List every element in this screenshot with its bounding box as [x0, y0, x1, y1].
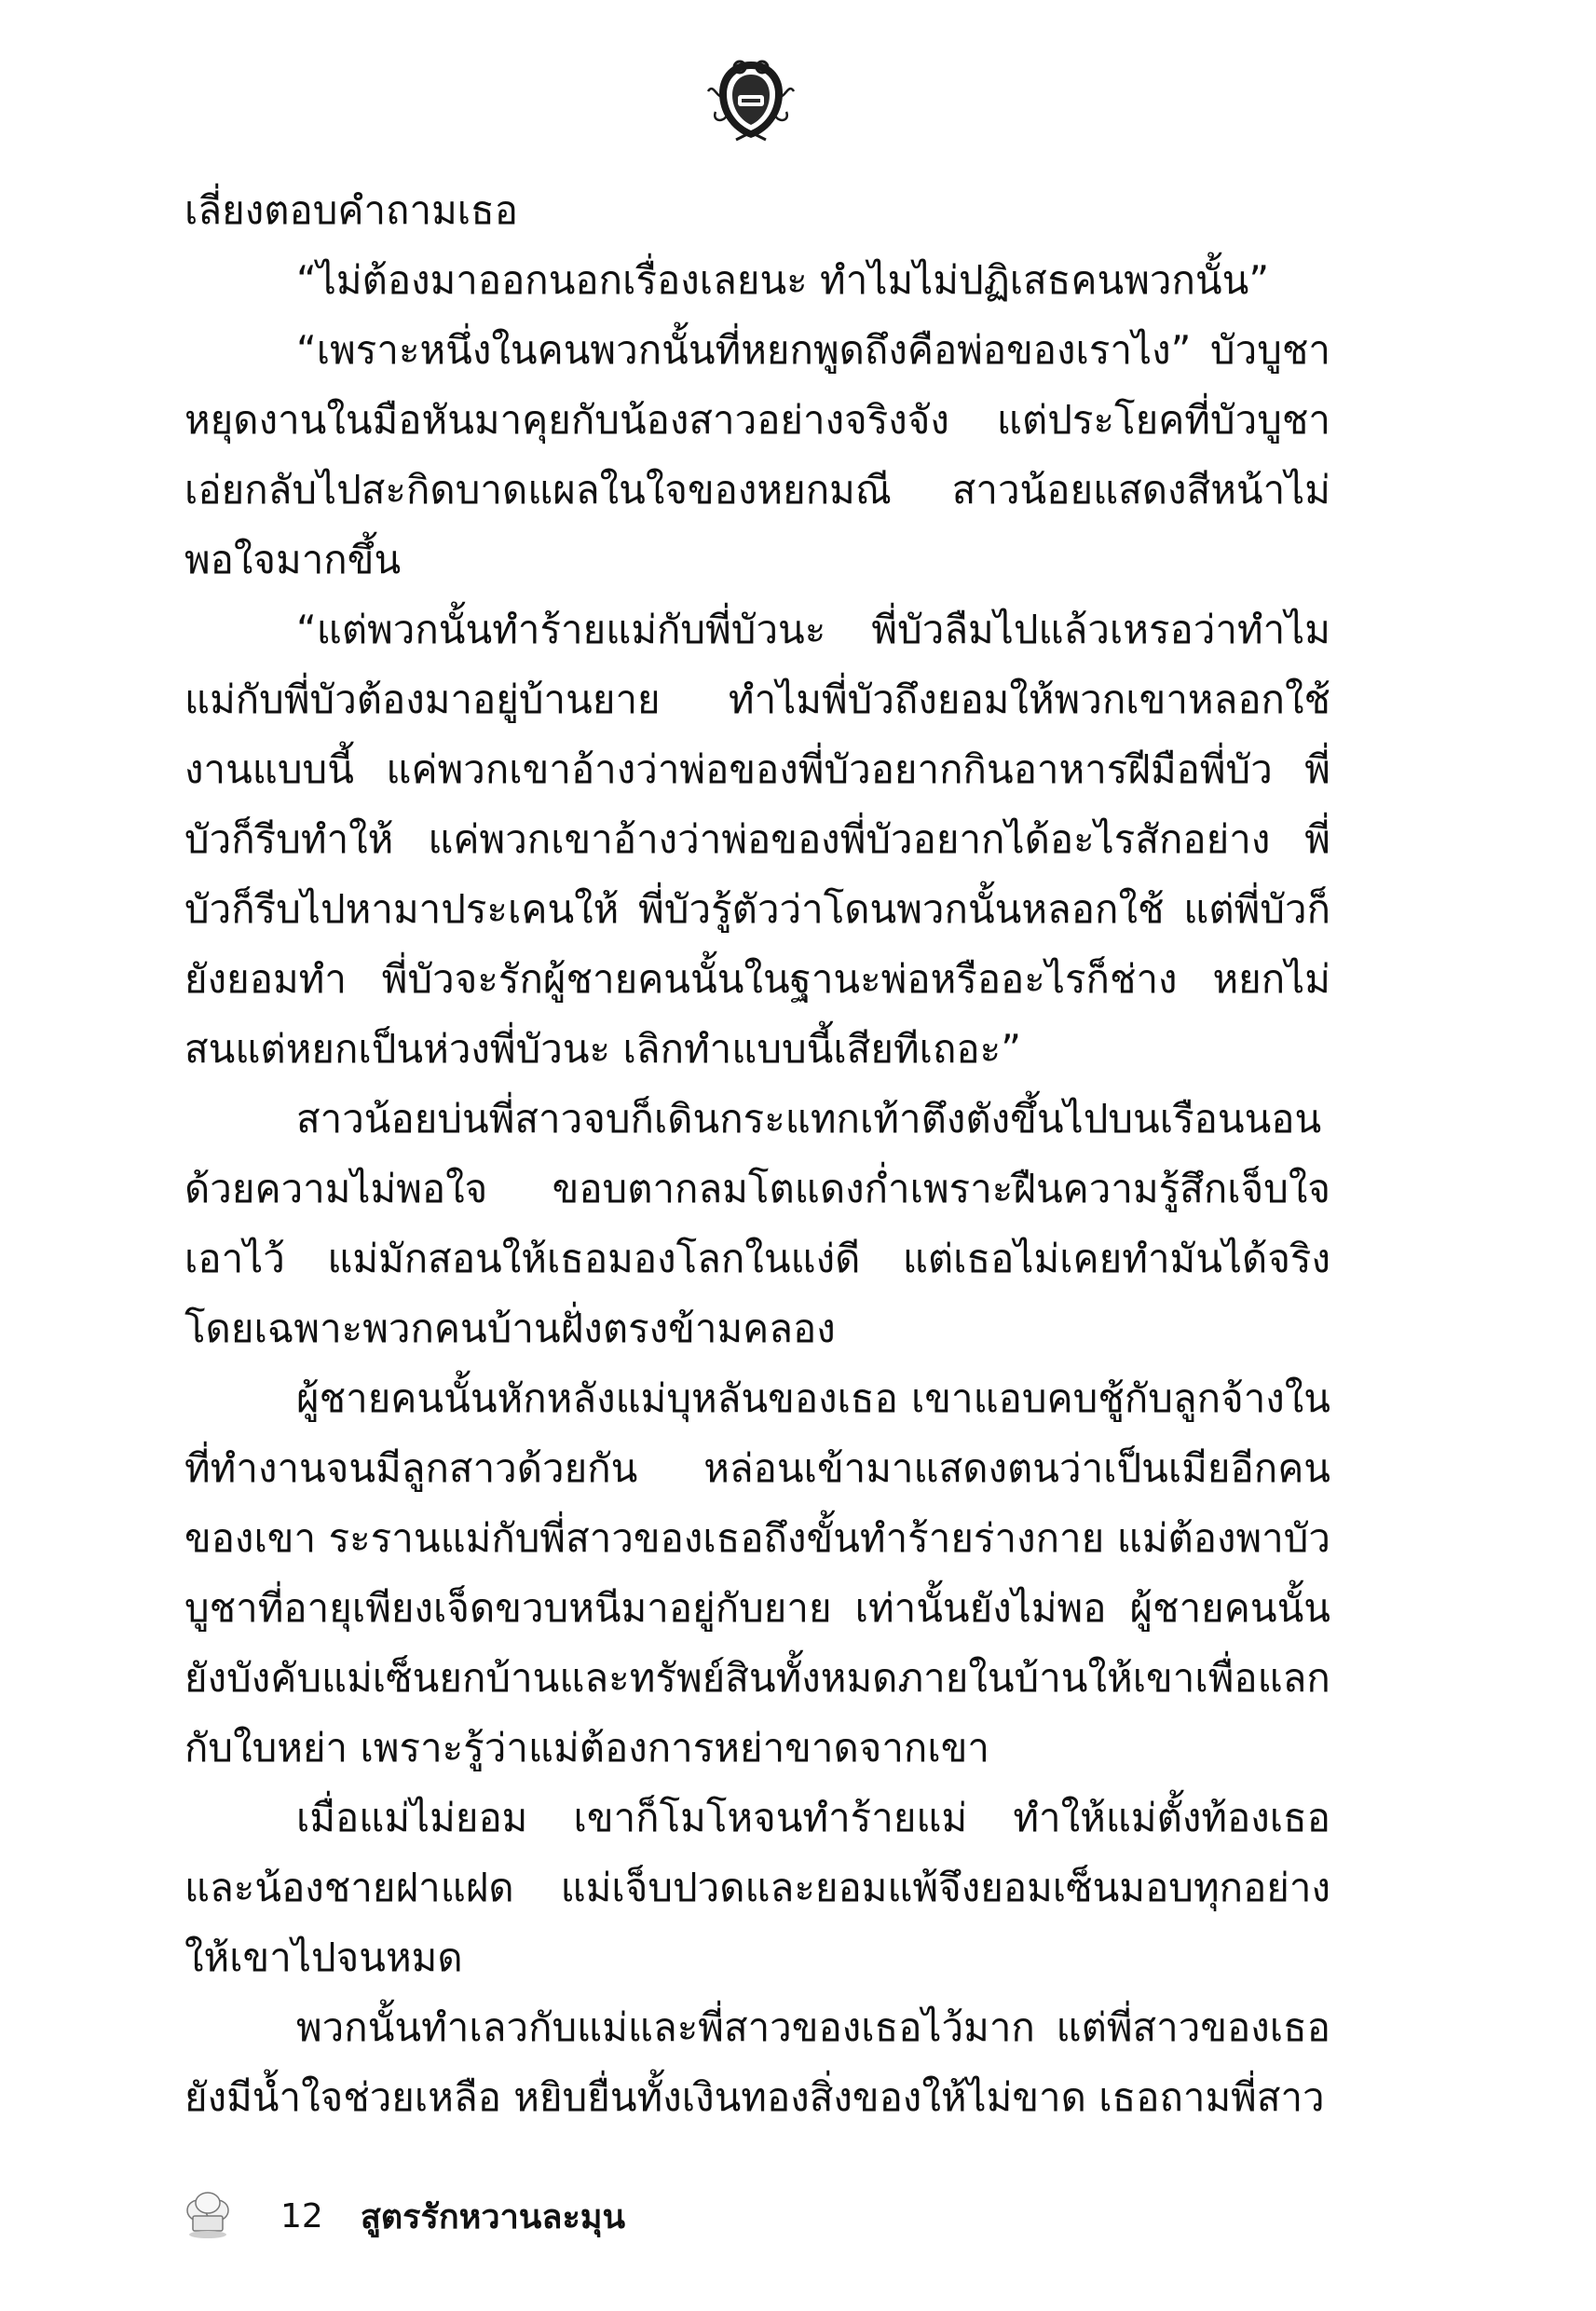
- paragraph: สาวน้อยบ่นพี่สาวจบก็เดินกระแทกเท้าตึงตังขึ้นไปบนเรือนนอนด้วยความไม่พอใจ ขอบตากลมโตแดงก่ำเพราะฝืนความรู้สึกเจ็บใจเอาไว้ แม่มักสอนให้เธอมองโลกในแง่ดี แต่เธอไม่เคยทำมันได้จริงโดยเฉพาะพวกคนบ้านฝั่งตรงข้ามคลอง: [184, 1096, 1330, 1351]
- page-number: 12: [280, 2196, 323, 2236]
- book-crest-logo-icon: [695, 54, 807, 147]
- chef-hat-icon: [182, 2190, 234, 2242]
- paragraph: “ไม่ต้องมาออกนอกเรื่องเลยนะ ทำไมไม่ปฏิเสธคนพวกนั้น”: [296, 257, 1270, 303]
- paragraph: “เพราะหนึ่งในคนพวกนั้นที่หยกพูดถึงคือพ่อของเราไง” บัวบูชาหยุดงานในมือหันมาคุยกับน้องสาวอย่างจริงจัง แต่ประโยคที่บัวบูชาเอ่ยกลับไปสะกิดบาดแผลในใจของหยกมณี สาวน้อยแสดงสีหน้าไม่พอใจมากขึ้น: [184, 327, 1330, 582]
- book-title: สูตรรักหวานละมุน: [360, 2197, 626, 2236]
- paragraph: เลี่ยงตอบคำถามเธอ: [184, 187, 518, 233]
- paragraph: พวกนั้นทำเลวกับแม่และพี่สาวของเธอไว้มาก แต่พี่สาวของเธอยังมีน้ำใจช่วยเหลือ หยิบยื่นทั้งเงินทองสิ่งของให้ไม่ขาด เธอถามพี่สาว: [184, 2004, 1330, 2120]
- body-text: [184, 175, 1330, 2132]
- paragraph: เมื่อแม่ไม่ยอม เขาก็โมโหจนทำร้ายแม่ ทำให้แม่ตั้งท้องเธอและน้องชายฝาแฝด แม่เจ็บปวดและยอมแพ้จึงยอมเซ็นมอบทุกอย่างให้เขาไปจนหมด: [184, 1795, 1330, 1980]
- page-footer: [182, 2188, 625, 2244]
- paragraph: ผู้ชายคนนั้นหักหลังแม่บุหลันของเธอ เขาแอบคบชู้กับลูกจ้างในที่ทำงานจนมีลูกสาวด้วยกัน หล่อนเข้ามาแสดงตนว่าเป็นเมียอีกคนของเขา ระรานแม่กับพี่สาวของเธอถึงขั้นทำร้ายร่างกาย แม่ต้องพาบัวบูชาที่อายุเพียงเจ็ดขวบหนีมาอยู่กับยาย เท่านั้นยังไม่พอ ผู้ชายคนนั้นยังบังคับแม่เซ็นยกบ้านและทรัพย์สินทั้งหมดภายในบ้านให้เขาเพื่อแลกกับใบหย่า เพราะรู้ว่าแม่ต้องการหย่าขาดจากเขา: [184, 1375, 1330, 1771]
- paragraph: “แต่พวกนั้นทำร้ายแม่กับพี่บัวนะ พี่บัวลืมไปแล้วเหรอว่าทำไมแม่กับพี่บัวต้องมาอยู่บ้านยาย ทำไมพี่บัวถึงยอมให้พวกเขาหลอกใช้งานแบบนี้ แค่พวกเขาอ้างว่าพ่อของพี่บัวอยากกินอาหารฝีมือพี่บัว พี่บัวก็รีบทำให้ แค่พวกเขาอ้างว่าพ่อของพี่บัวอยากได้อะไรสักอย่าง พี่บัวก็รีบไปหามาประเคนให้ พี่บัวรู้ตัวว่าโดนพวกนั้นหลอกใช้ แต่พี่บัวก็ยังยอมทำ พี่บัวจะรักผู้ชายคนนั้นในฐานะพ่อหรืออะไรก็ช่าง หยกไม่สนแต่หยกเป็นห่วงพี่บัวนะ เลิกทำแบบนี้เสียทีเถอะ”: [184, 607, 1330, 1072]
